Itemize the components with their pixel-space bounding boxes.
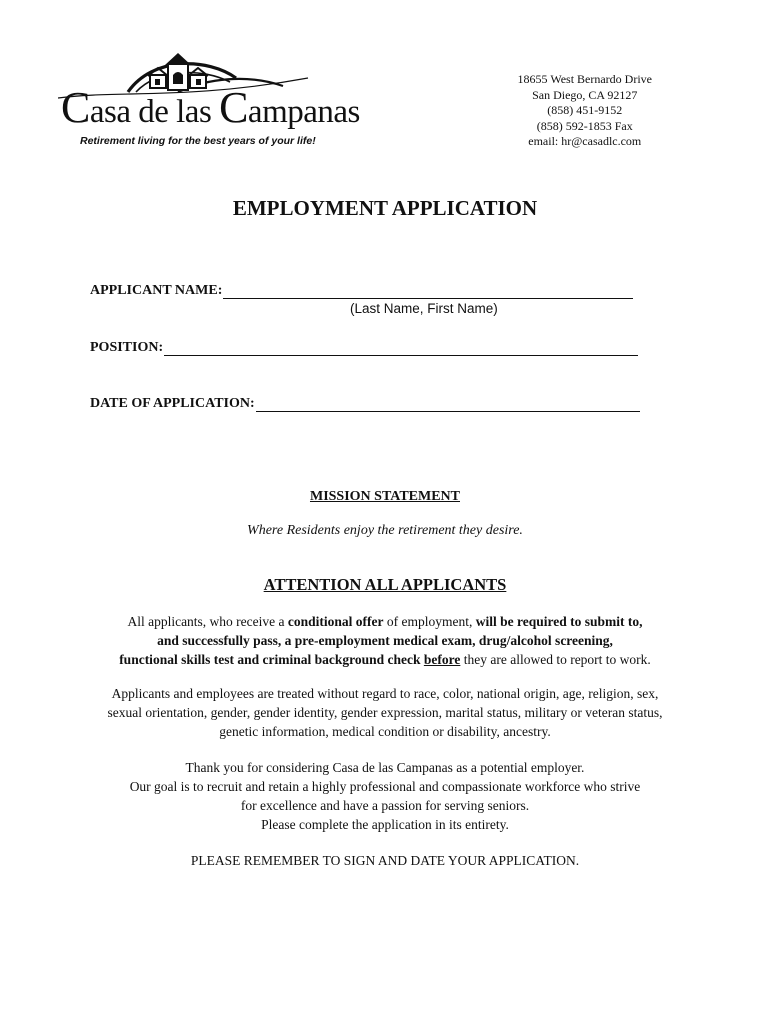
contact-email: email: hr@casadlc.com — [528, 134, 642, 149]
applicant-name-hint: (Last Name, First Name) — [350, 301, 498, 316]
logo-name-part: ampanas — [247, 94, 360, 130]
paragraph-line: Our goal is to recruit and retain a highly professional and compassionate workforce who strive — [129, 779, 641, 794]
logo-initial-c: C — [61, 83, 90, 132]
paragraph-line: Please complete the application in its entirety. — [261, 817, 509, 832]
paragraph-line: Thank you for considering Casa de las Campanas as a potential employer. — [185, 760, 585, 775]
contact-info — [518, 72, 652, 150]
mission-heading: MISSION STATEMENT — [309, 489, 460, 504]
emphasis-text: conditional offer — [287, 614, 384, 629]
logo-name-part: asa de las — [89, 94, 220, 130]
position-field[interactable] — [164, 341, 638, 356]
logo-initial-c: C — [219, 83, 248, 132]
date-of-application-label: DATE OF APPLICATION: — [90, 396, 255, 411]
date-of-application-field[interactable] — [256, 397, 640, 412]
thank-you-paragraph — [0, 758, 770, 834]
text-run: All applicants, who receive a — [127, 614, 288, 629]
contact-fax: (858) 592-1853 Fax — [536, 118, 633, 133]
logo-tagline: Retirement living for the best years of your life! — [80, 135, 316, 147]
mission-text: Where Residents enjoy the retirement they desire. — [247, 523, 523, 538]
position-row — [90, 340, 638, 356]
paragraph-line — [0, 650, 770, 669]
paragraph-line — [0, 612, 770, 631]
company-logo — [58, 48, 360, 152]
logo-wordmark — [61, 83, 360, 132]
contact-address: 18655 West Bernardo Drive — [517, 72, 652, 86]
applicant-name-row — [90, 283, 633, 299]
paragraph-line: Applicants and employees are treated without regard to race, color, national origin, age, religion, sex, — [111, 686, 659, 701]
applicant-name-field[interactable] — [223, 284, 633, 299]
contact-city: San Diego, CA 92127 — [532, 87, 638, 102]
contact-phone: (858) 451-9152 — [547, 103, 623, 118]
page-title: EMPLOYMENT APPLICATION — [232, 196, 538, 220]
screening-notice-paragraph — [0, 612, 770, 669]
sign-reminder: PLEASE REMEMBER TO SIGN AND DATE YOUR APPLICATION. — [190, 853, 580, 868]
date-of-application-row — [90, 396, 640, 412]
text-run: they are allowed to report to work. — [460, 652, 651, 667]
text-run: of employment, — [383, 614, 476, 629]
position-label: POSITION: — [90, 340, 164, 355]
emphasis-text: will be required to submit to, — [475, 614, 643, 629]
applicant-name-label: APPLICANT NAME: — [90, 283, 223, 298]
underlined-emphasis-text: before — [423, 652, 461, 667]
paragraph-line: sexual orientation, gender, gender identity, gender expression, marital status, military or veteran status, — [107, 705, 663, 720]
emphasis-text: functional skills test and criminal background check — [119, 652, 424, 667]
paragraph-line: for excellence and have a passion for serving seniors. — [240, 798, 530, 813]
attention-heading: ATTENTION ALL APPLICANTS — [263, 575, 507, 594]
emphasis-text: and successfully pass, a pre-employment medical exam, drug/alcohol screening, — [157, 633, 613, 648]
paragraph-line — [0, 631, 770, 650]
equal-opportunity-paragraph — [0, 684, 770, 741]
paragraph-line: genetic information, medical condition or disability, ancestry. — [219, 724, 551, 739]
